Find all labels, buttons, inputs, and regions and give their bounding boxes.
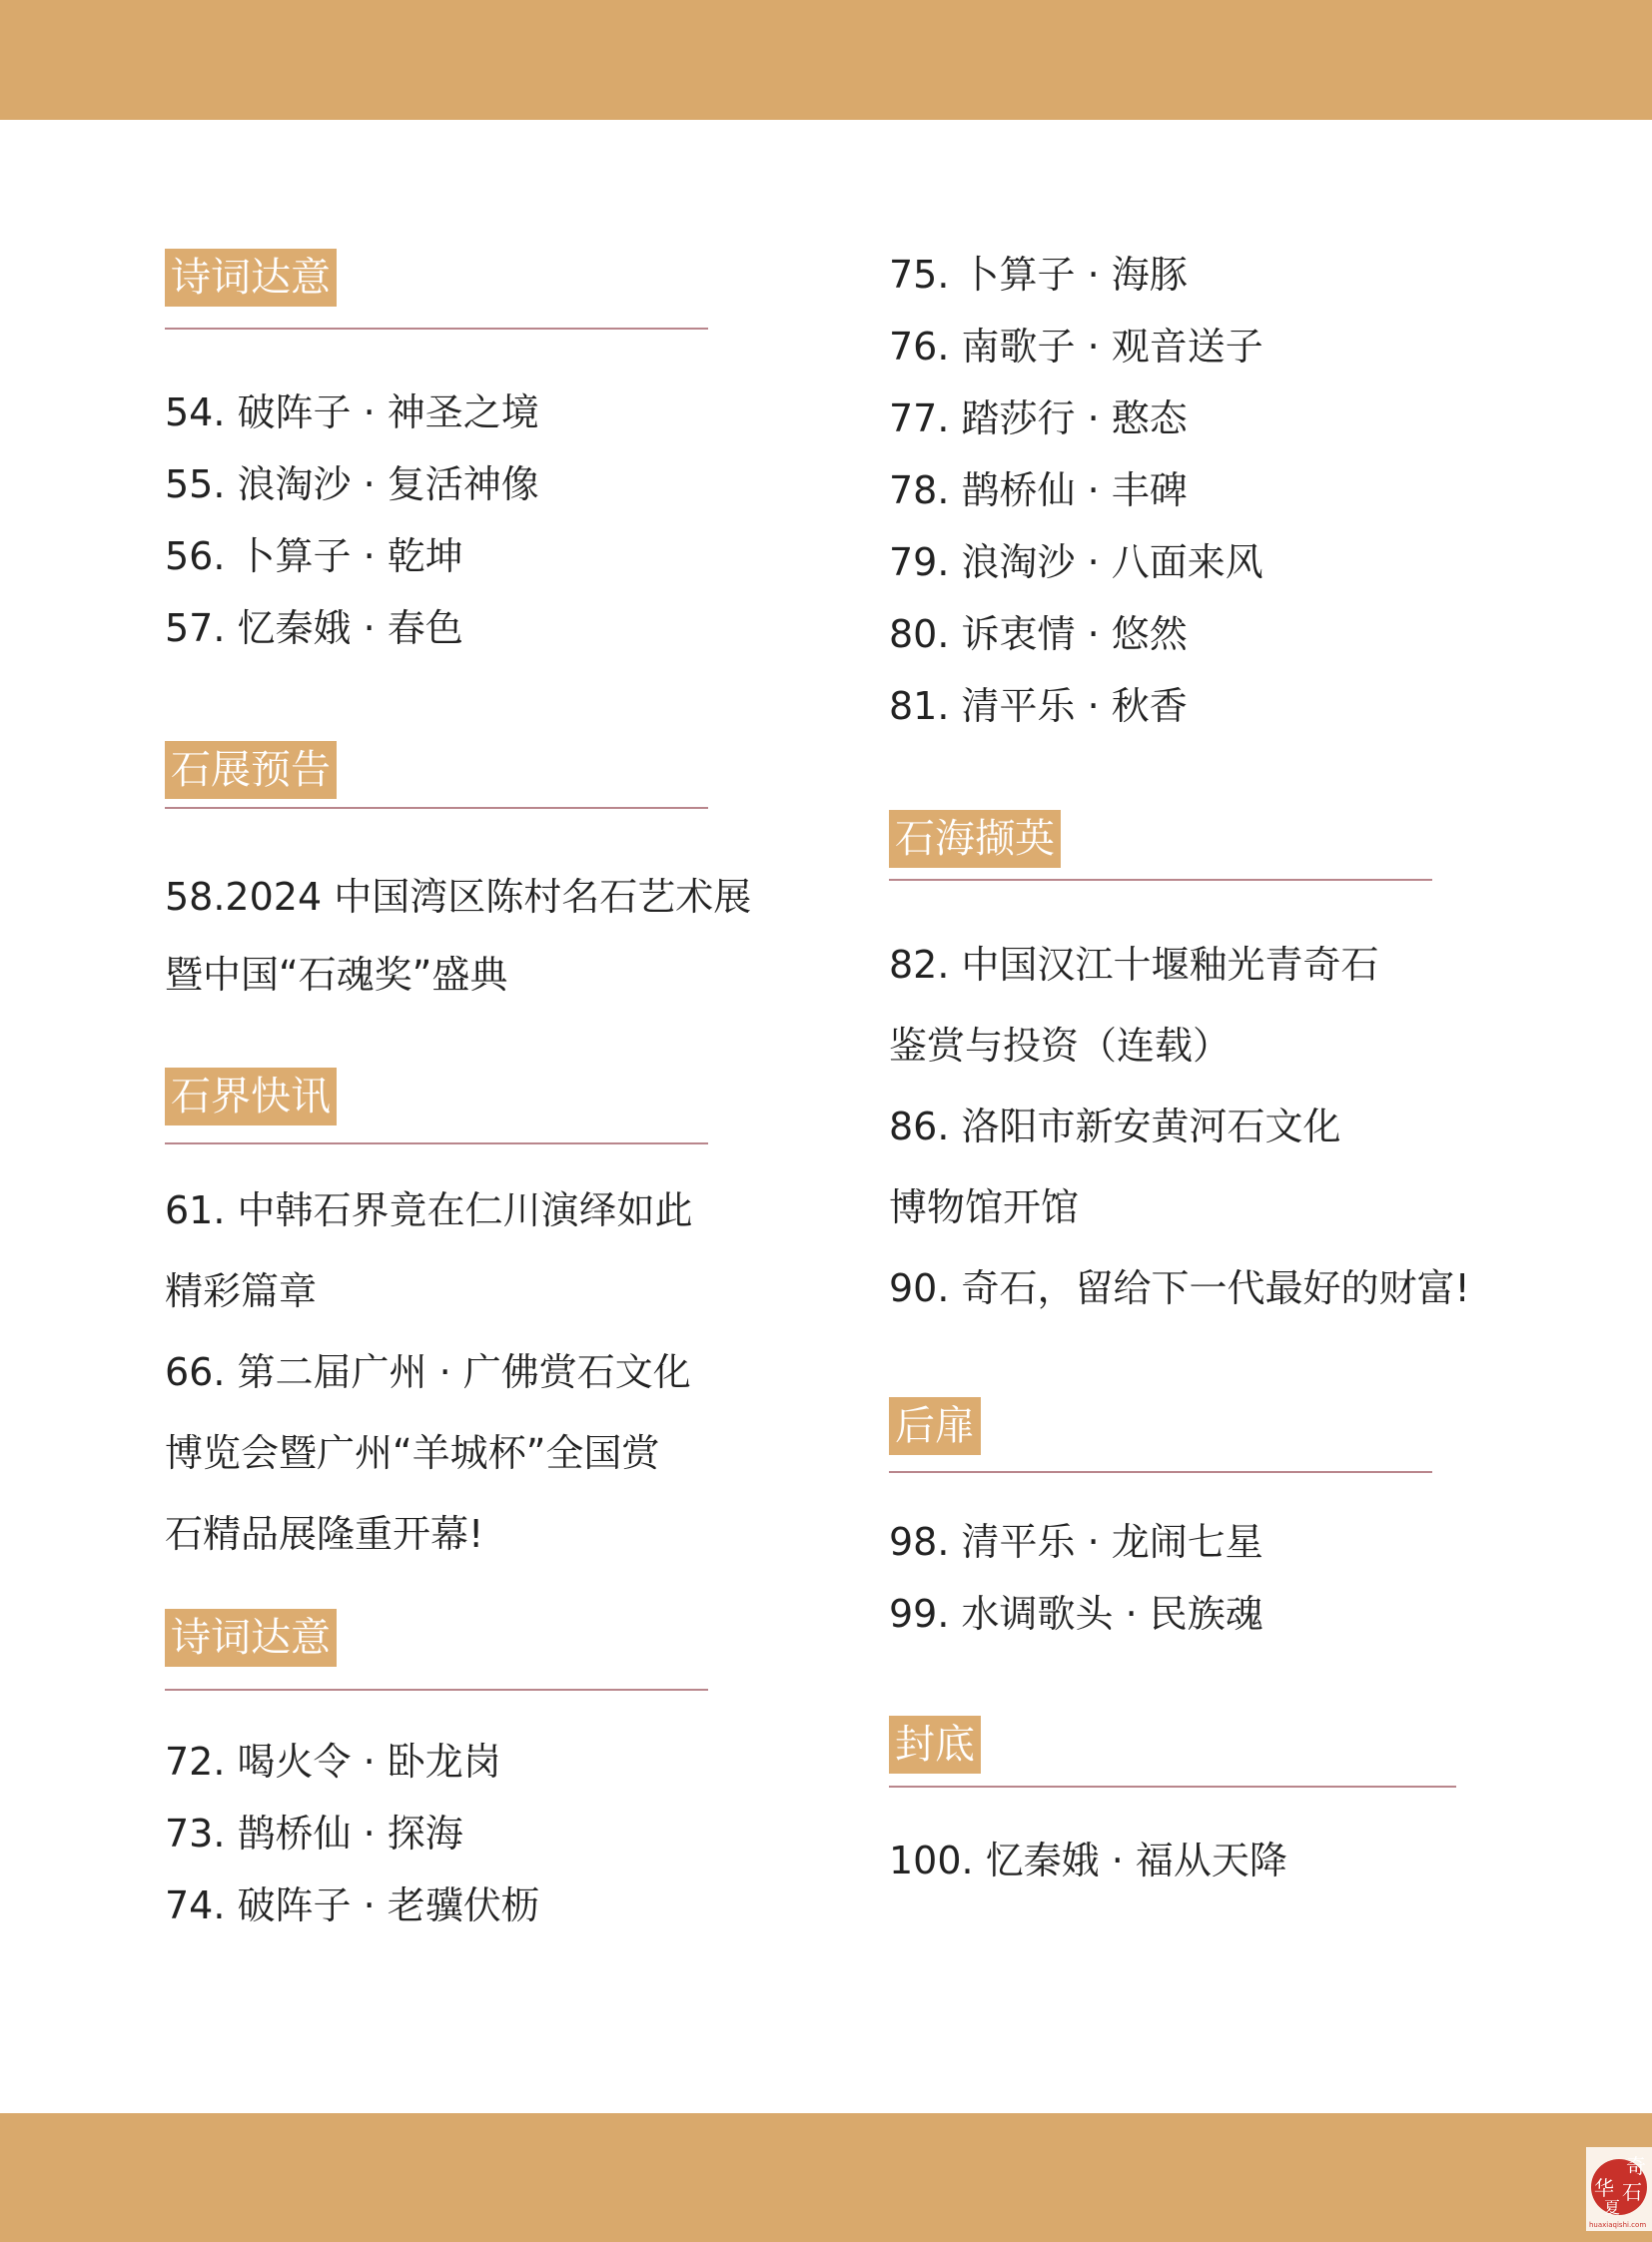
toc-entry: 56. 卜算子 · 乾坤: [165, 534, 463, 578]
toc-entry: 66. 第二届广州 · 广佛赏石文化: [165, 1350, 691, 1394]
toc-entry: 99. 水调歌头 · 民族魂: [889, 1592, 1263, 1636]
toc-entry: 博览会暨广州“羊城杯”全国赏: [165, 1431, 660, 1475]
svg-text:石: 石: [1622, 2180, 1642, 2204]
toc-entry: 博物馆开馆: [889, 1185, 1080, 1229]
toc-entry: 74. 破阵子 · 老骥伏枥: [165, 1883, 539, 1927]
section-divider: [165, 807, 708, 809]
toc-entry: 75. 卜算子 · 海豚: [889, 253, 1188, 297]
toc-entry: 82. 中国汉江十堰釉光青奇石: [889, 943, 1379, 987]
toc-entry: 精彩篇章: [165, 1269, 318, 1313]
section-title-back-cover: 封底: [889, 1716, 981, 1774]
toc-entry: 81. 清平乐 · 秋香: [889, 684, 1188, 728]
section-title-back-flyleaf: 后扉: [889, 1397, 981, 1455]
section-title-poetry-1: 诗词达意: [165, 249, 337, 307]
toc-entry: 73. 鹊桥仙 · 探海: [165, 1812, 463, 1856]
section-title-poetry-2: 诗词达意: [165, 1609, 337, 1667]
svg-text:华: 华: [1594, 2176, 1614, 2200]
section-divider: [889, 1786, 1456, 1788]
toc-entry: 鉴赏与投资（连载）: [889, 1024, 1232, 1068]
toc-entry: 石精品展隆重开幕!: [165, 1512, 484, 1556]
toc-entry: 86. 洛阳市新安黄河石文化: [889, 1105, 1341, 1148]
svg-text:奇: 奇: [1626, 2154, 1646, 2178]
section-title-news: 石界快讯: [165, 1068, 337, 1125]
toc-entry: 72. 喝火令 · 卧龙岗: [165, 1740, 501, 1784]
svg-text:huaxiaqishi.com: huaxiaqishi.com: [1589, 2221, 1647, 2229]
top-header-band: [0, 0, 1652, 120]
section-title-exhibition-preview: 石展预告: [165, 741, 337, 799]
toc-entry: 61. 中韩石界竟在仁川演绎如此: [165, 1188, 693, 1232]
section-divider: [889, 879, 1432, 881]
toc-entry: 58.2024 中国湾区陈村名石艺术展: [165, 875, 752, 919]
toc-entry: 77. 踏莎行 · 憨态: [889, 396, 1188, 440]
toc-entry: 暨中国“石魂奖”盛典: [165, 953, 508, 997]
toc-entry: 54. 破阵子 · 神圣之境: [165, 390, 539, 434]
toc-entry: 98. 清平乐 · 龙闹七星: [889, 1520, 1263, 1564]
toc-entry: 90. 奇石，留给下一代最好的财富!: [889, 1266, 1470, 1310]
huaxia-qishi-logo: [1586, 2147, 1652, 2231]
section-divider: [889, 1471, 1432, 1473]
toc-entry: 78. 鹊桥仙 · 丰碑: [889, 468, 1188, 512]
toc-entry: 79. 浪淘沙 · 八面来风: [889, 540, 1263, 584]
toc-entry: 55. 浪淘沙 · 复活神像: [165, 462, 539, 506]
bottom-footer-band: [0, 2113, 1652, 2242]
toc-entry: 100. 忆秦娥 · 福从天降: [889, 1839, 1287, 1882]
toc-entry: 76. 南歌子 · 观音送子: [889, 325, 1263, 369]
section-title-highlights: 石海撷英: [889, 810, 1061, 868]
section-divider: [165, 1689, 708, 1691]
section-divider: [165, 328, 708, 330]
toc-entry: 80. 诉衷情 · 悠然: [889, 612, 1188, 656]
svg-text:夏: 夏: [1604, 2198, 1621, 2217]
section-divider: [165, 1142, 708, 1144]
toc-entry: 57. 忆秦娥 · 春色: [165, 606, 463, 650]
